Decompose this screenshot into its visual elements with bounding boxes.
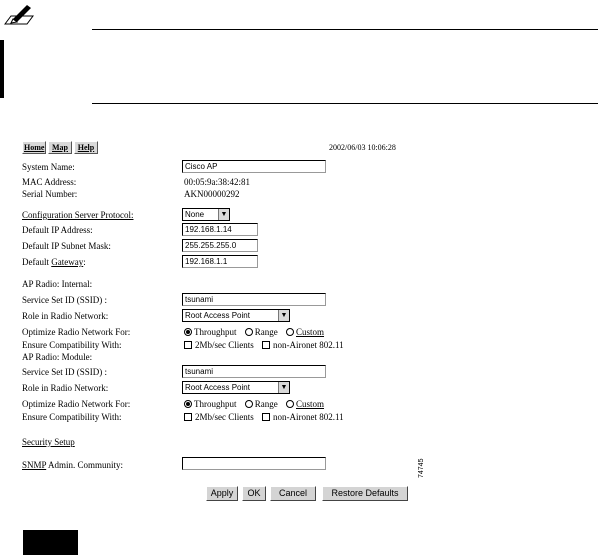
- radio-icon: [245, 328, 253, 336]
- internal-ssid-label: Service Set ID (SSID) :: [22, 295, 107, 305]
- internal-role-select[interactable]: [182, 309, 290, 322]
- default-subnet-label: Default IP Subnet Mask:: [22, 241, 111, 251]
- default-ip-label: Default IP Address:: [22, 225, 93, 235]
- module-ssid-input[interactable]: tsunami: [182, 365, 326, 378]
- config-server-protocol-link[interactable]: Configuration Server Protocol:: [22, 210, 134, 220]
- radio-icon: [245, 400, 253, 408]
- module-optimize-options: [184, 399, 330, 409]
- black-tab-label: [23, 530, 78, 555]
- snmp-link[interactable]: SNMP: [22, 460, 47, 470]
- internal-compat-options: [184, 340, 350, 350]
- internal-aironet-checkbox[interactable]: non-Aironet 802.11: [262, 340, 344, 350]
- note-rule-top: [92, 29, 598, 30]
- figure-number: 74745: [418, 458, 425, 478]
- default-gateway-input[interactable]: 192.168.1.1: [182, 255, 258, 268]
- internal-2mb-checkbox[interactable]: 2Mb/sec Clients: [184, 340, 254, 350]
- module-radio-heading: AP Radio: Module:: [22, 352, 93, 362]
- checkbox-icon: [184, 341, 192, 349]
- module-throughput-radio[interactable]: Throughput: [184, 399, 237, 409]
- module-2mb-checkbox[interactable]: 2Mb/sec Clients: [184, 412, 254, 422]
- radio-selected-icon: [184, 400, 192, 408]
- checkbox-icon: [262, 413, 270, 421]
- config-server-protocol-select[interactable]: [182, 208, 230, 221]
- serial-number-value: AKN00000292: [184, 189, 240, 199]
- snmp-community-label: SNMP Admin. Community:: [22, 460, 123, 470]
- module-role-value: Root Access Point: [185, 383, 250, 392]
- internal-custom-radio[interactable]: Custom: [286, 327, 324, 337]
- config-server-protocol-value: None: [185, 210, 205, 219]
- dropdown-arrow-icon: ▼: [278, 382, 289, 393]
- internal-optimize-label: Optimize Radio Network For:: [22, 327, 131, 337]
- serial-number-label: Serial Number:: [22, 189, 78, 199]
- internal-range-radio[interactable]: Range: [245, 327, 278, 337]
- checkbox-icon: [184, 413, 192, 421]
- module-range-radio[interactable]: Range: [245, 399, 278, 409]
- module-compat-label: Ensure Compatibility With:: [22, 412, 122, 422]
- dropdown-arrow-icon: ▼: [218, 209, 229, 220]
- gateway-link[interactable]: Gateway: [51, 257, 84, 267]
- module-optimize-label: Optimize Radio Network For:: [22, 399, 131, 409]
- timestamp: 2002/06/03 10:06:28: [329, 143, 396, 152]
- security-setup-link[interactable]: Security Setup: [22, 437, 75, 447]
- restore-defaults-button[interactable]: Restore Defaults: [322, 486, 408, 501]
- note-rule-bottom: [92, 103, 598, 104]
- radio-icon: [286, 328, 294, 336]
- home-button[interactable]: Home: [24, 143, 45, 152]
- module-ssid-label: Service Set ID (SSID) :: [22, 367, 107, 377]
- mac-address-label: MAC Address:: [22, 177, 77, 187]
- internal-role-value: Root Access Point: [185, 311, 250, 320]
- mac-address-value: 00:05:9a:38:42:81: [184, 177, 250, 187]
- internal-ssid-input[interactable]: tsunami: [182, 293, 326, 306]
- default-gateway-label: Default Gateway:: [22, 257, 86, 267]
- module-aironet-checkbox[interactable]: non-Aironet 802.11: [262, 412, 344, 422]
- module-role-label: Role in Radio Network:: [22, 383, 109, 393]
- internal-throughput-radio[interactable]: Throughput: [184, 327, 237, 337]
- internal-role-label: Role in Radio Network:: [22, 311, 109, 321]
- radio-icon: [286, 400, 294, 408]
- apply-button[interactable]: Apply: [206, 486, 238, 501]
- internal-compat-label: Ensure Compatibility With:: [22, 340, 122, 350]
- internal-radio-heading: AP Radio: Internal:: [22, 279, 93, 289]
- cancel-button[interactable]: Cancel: [270, 486, 316, 501]
- internal-optimize-options: [184, 327, 330, 337]
- checkbox-icon: [262, 341, 270, 349]
- radio-selected-icon: [184, 328, 192, 336]
- default-ip-input[interactable]: 192.168.1.14: [182, 223, 258, 236]
- default-subnet-input[interactable]: 255.255.255.0: [182, 239, 258, 252]
- map-button[interactable]: Map: [48, 141, 72, 154]
- note-pencil-icon: [3, 4, 37, 26]
- system-name-input[interactable]: Cisco AP: [182, 160, 326, 173]
- change-bar: [0, 40, 4, 98]
- module-custom-radio[interactable]: Custom: [286, 399, 324, 409]
- snmp-community-input[interactable]: [182, 457, 326, 470]
- dropdown-arrow-icon: ▼: [278, 310, 289, 321]
- help-button[interactable]: Help: [74, 141, 98, 154]
- ap-express-setup-screenshot: [22, 141, 432, 505]
- system-name-label: System Name:: [22, 162, 75, 172]
- module-compat-options: [184, 412, 350, 422]
- ok-button[interactable]: OK: [242, 486, 266, 501]
- module-role-select[interactable]: [182, 381, 290, 394]
